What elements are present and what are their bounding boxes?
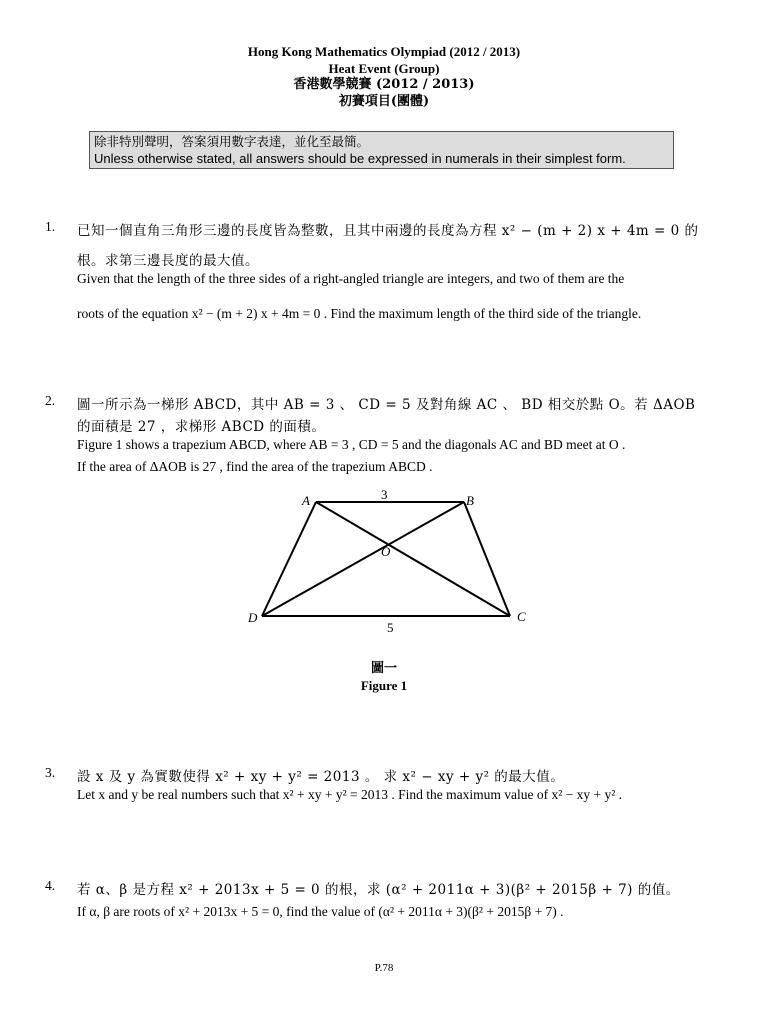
length-label-ab: 3 xyxy=(381,488,388,502)
question-number: 2. xyxy=(45,393,56,408)
vertex-label-c: C xyxy=(517,609,526,624)
question-text-en: Let x and y be real numbers such that x² + xy + y² = 2013 . Find the maximum value of x² − xy + y² . xyxy=(77,787,623,802)
question-text-zh: 已知一個直角三角形三邊的長度皆為整數，且其中兩邊的長度為方程 x² − (m + 2) x + 4m = 0 的 xyxy=(77,223,699,239)
question-text-zh: 的面積是 27 ，求梯形 ABCD 的面積。 xyxy=(77,419,326,435)
instructions-zh: 除非特別聲明，答案須用數字表達，並化至最簡。 xyxy=(94,134,370,149)
question-text-en: roots of the equation x² − (m + 2) x + 4m = 0 . Find the maximum length of the third side of the triangle. xyxy=(77,306,642,321)
trapezium-figure xyxy=(244,488,534,638)
page-header xyxy=(0,44,768,110)
instructions-en: Unless otherwise stated, all answers should be expressed in numerals in their simplest form. xyxy=(94,150,626,166)
page-number: P.78 xyxy=(374,962,394,974)
question-number: 4. xyxy=(45,878,56,893)
length-label-cd: 5 xyxy=(387,620,394,635)
question-text-en: Figure 1 shows a trapezium ABCD, where AB = 3 , CD = 5 and the diagonals AC and BD meet at O . xyxy=(77,437,626,452)
figure-caption-zh: 圖一 xyxy=(370,661,397,676)
question-text-zh: 設 x 及 y 為實數使得 x² + xy + y² = 2013 。 求 x² − xy + y² 的最大值。 xyxy=(77,769,565,785)
diagonal-ac xyxy=(316,502,510,616)
figure-caption-en: Figure 1 xyxy=(360,678,408,693)
subtitle-en: Heat Event (Group) xyxy=(328,60,440,76)
instructions-box xyxy=(89,131,674,169)
vertex-label-o: O xyxy=(381,544,391,559)
subtitle-zh: 初賽項目(團體) xyxy=(338,93,430,109)
diagonal-bd xyxy=(262,502,464,616)
vertex-label-a: A xyxy=(302,493,310,508)
side-bc xyxy=(464,502,510,616)
question-text-en: If the area of ΔAOB is 27 , find the area of the trapezium ABCD . xyxy=(77,459,433,474)
question-text-zh: 根。求第三邊長度的最大值。 xyxy=(77,253,259,269)
title-zh: 香港數學競賽 (2012 / 2013) xyxy=(293,77,475,92)
vertex-label-b: B xyxy=(466,493,474,508)
question-text-zh: 圖一所示為一梯形 ABCD，其中 AB = 3 、 CD = 5 及對角線 AC 、 BD 相交於點 O。若 ΔAOB xyxy=(77,397,696,413)
question-text-en: If α, β are roots of x² + 2013x + 5 = 0, find the value of (α² + 2011α + 3)(β² + 2015β + 7) . xyxy=(77,904,564,919)
question-text-en: Given that the length of the three sides of a right-angled triangle are integers, and two of them are the xyxy=(77,271,625,286)
side-da xyxy=(262,502,316,616)
question-number: 3. xyxy=(45,765,56,780)
question-text-zh: 若 α、β 是方程 x² + 2013x + 5 = 0 的根，求 (α² + 2011α + 3)(β² + 2015β + 7) 的值。 xyxy=(77,882,680,898)
title-en: Hong Kong Mathematics Olympiad (2012 / 2013) xyxy=(247,44,521,59)
vertex-label-d: D xyxy=(248,610,258,625)
question-number: 1. xyxy=(45,219,56,234)
